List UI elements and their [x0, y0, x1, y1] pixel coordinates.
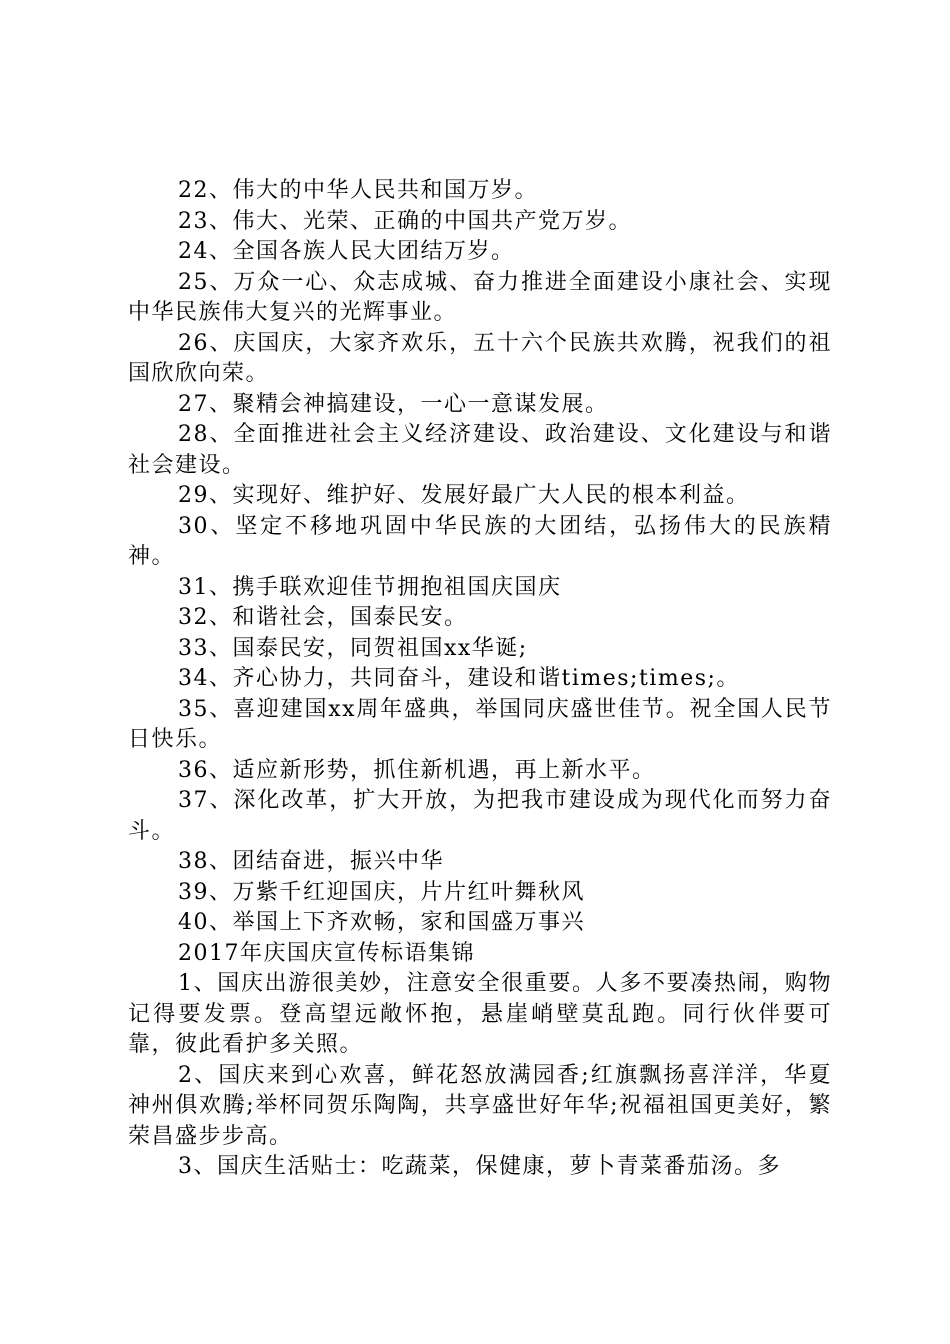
tip-1: 1、国庆出游很美妙，注意安全很重要。人多不要凑热闹，购物记得要发票。登高望远敞怀抱，悬崖峭壁莫乱跑。同行伙伴要可靠，彼此看护多关照。 [128, 971, 832, 1057]
slogan-23: 23、伟大、光荣、正确的中国共产党万岁。 [178, 208, 632, 234]
section-heading: 2017年庆国庆宣传标语集锦 [178, 940, 475, 966]
slogan-31: 31、携手联欢迎佳节拥抱祖国庆国庆 [178, 574, 562, 600]
slogan-29: 29、实现好、维护好、发展好最广大人民的根本利益。 [178, 483, 750, 508]
slogan-33: 33、国泰民安，同贺祖国xx华诞; [178, 635, 528, 661]
slogan-39: 39、万紫千红迎国庆，片片红叶舞秋风 [178, 879, 585, 905]
slogan-30: 30、坚定不移地巩固中华民族的大团结，弘扬伟大的民族精神。 [128, 513, 832, 569]
slogan-36: 36、适应新形势，抓住新机遇，再上新水平。 [178, 757, 656, 783]
slogan-37: 37、深化改革，扩大开放，为把我市建设成为现代化而努力奋斗。 [128, 788, 832, 844]
slogan-40: 40、举国上下齐欢畅，家和国盛万事兴 [178, 910, 585, 935]
slogan-32: 32、和谐社会，国泰民安。 [178, 605, 468, 630]
slogan-35: 35、喜迎建国xx周年盛典，举国同庆盛世佳节。祝全国人民节日快乐。 [128, 696, 832, 752]
document-body [128, 176, 832, 1183]
slogan-25: 25、万众一心、众志成城、奋力推进全面建设小康社会、实现中华民族伟大复兴的光辉事业。 [128, 269, 832, 325]
slogan-34: 34、齐心协力，共同奋斗，建设和谐times;times;。 [178, 666, 740, 691]
slogan-22: 22、伟大的中华人民共和国万岁。 [178, 178, 538, 203]
slogan-26: 26、庆国庆，大家齐欢乐，五十六个民族共欢腾，祝我们的祖国欣欣向荣。 [128, 330, 832, 386]
tip-3: 3、国庆生活贴士：吃蔬菜，保健康，萝卜青菜番茄汤。多 [178, 1154, 781, 1179]
tip-2: 2、国庆来到心欢喜，鲜花怒放满园香;红旗飘扬喜洋洋，华夏神州俱欢腾;举杯同贺乐陶陶，共享盛世好年华;祝福祖国更美好，繁荣昌盛步步高。 [128, 1062, 832, 1149]
slogan-28: 28、全面推进社会主义经济建设、政治建设、文化建设与和谐社会建设。 [128, 422, 832, 478]
slogan-27: 27、聚精会神搞建设，一心一意谋发展。 [178, 391, 609, 417]
slogan-38: 38、团结奋进，振兴中华 [178, 849, 444, 874]
slogan-24: 24、全国各族人民大团结万岁。 [178, 239, 515, 264]
